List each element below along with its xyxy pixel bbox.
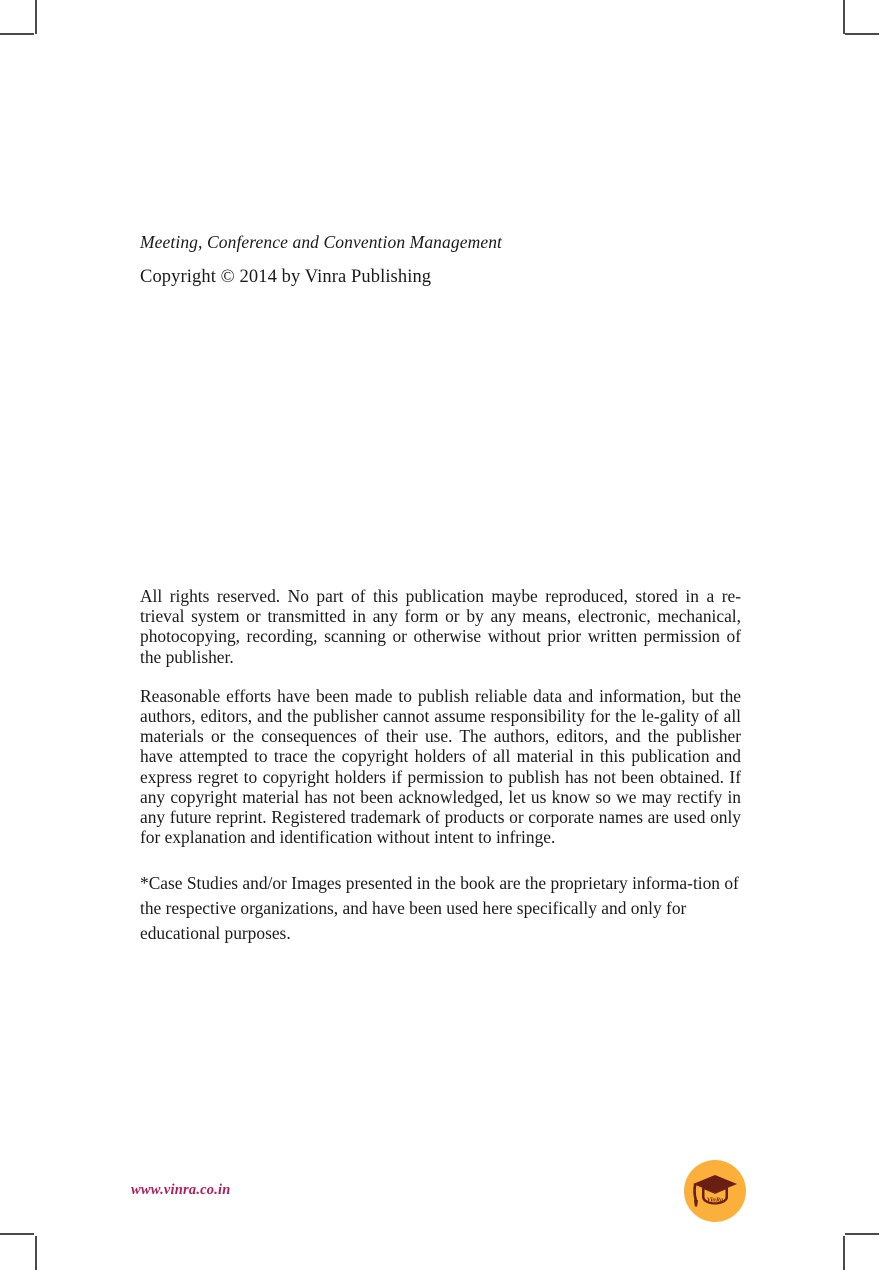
crop-mark-bottom-right-horizontal	[845, 1233, 879, 1235]
legal-paragraph-case-studies-note: *Case Studies and/or Images presented in the book are the proprietary informa-tion of the respective organizations, and have been used here specifically and only for educational purposes.	[140, 873, 739, 944]
crop-mark-top-right-horizontal	[845, 33, 879, 35]
crop-mark-bottom-left-horizontal	[0, 1233, 34, 1235]
svg-text:VinRa: VinRa	[706, 1196, 724, 1204]
legal-paragraph-rights: All rights reserved. No part of this publication maybe reproduced, stored in a re-trieval system or transmitted in any form or by any means, electronic, mechanical, photocopying, recording, scanning or otherwise without prior written permission of the publisher.	[140, 586, 741, 667]
crop-mark-top-left-horizontal	[0, 33, 34, 35]
legal-notice-block	[140, 586, 741, 946]
copyright-statement: Copyright © 2014 by Vinra Publishing	[140, 267, 432, 287]
crop-mark-bottom-left-vertical	[35, 1236, 37, 1270]
crop-mark-bottom-right-vertical	[843, 1236, 845, 1270]
legal-paragraph-disclaimer: Reasonable efforts have been made to publish reliable data and information, but the authors, editors, and the publisher cannot assume responsibility for the le-gality of all materials or the consequences of their use. The authors, editors, and the publisher have attempted to trace the copyright holders of all material in this publication and express regret to copyright holders if permission to publish has not been obtained. If any copyright material has not been acknowledged, let us know so we may rectify in any future reprint. Registered trademark of products or corporate names are used only for explanation and identification without intent to infringe.	[140, 685, 741, 848]
graduation-cap-icon	[684, 1160, 746, 1222]
book-title: Meeting, Conference and Convention Management	[140, 232, 503, 252]
crop-mark-top-right-vertical	[843, 0, 845, 34]
publisher-logo	[684, 1160, 746, 1222]
publisher-website[interactable]: www.vinra.co.in	[131, 1182, 231, 1198]
crop-mark-top-left-vertical	[35, 0, 37, 34]
